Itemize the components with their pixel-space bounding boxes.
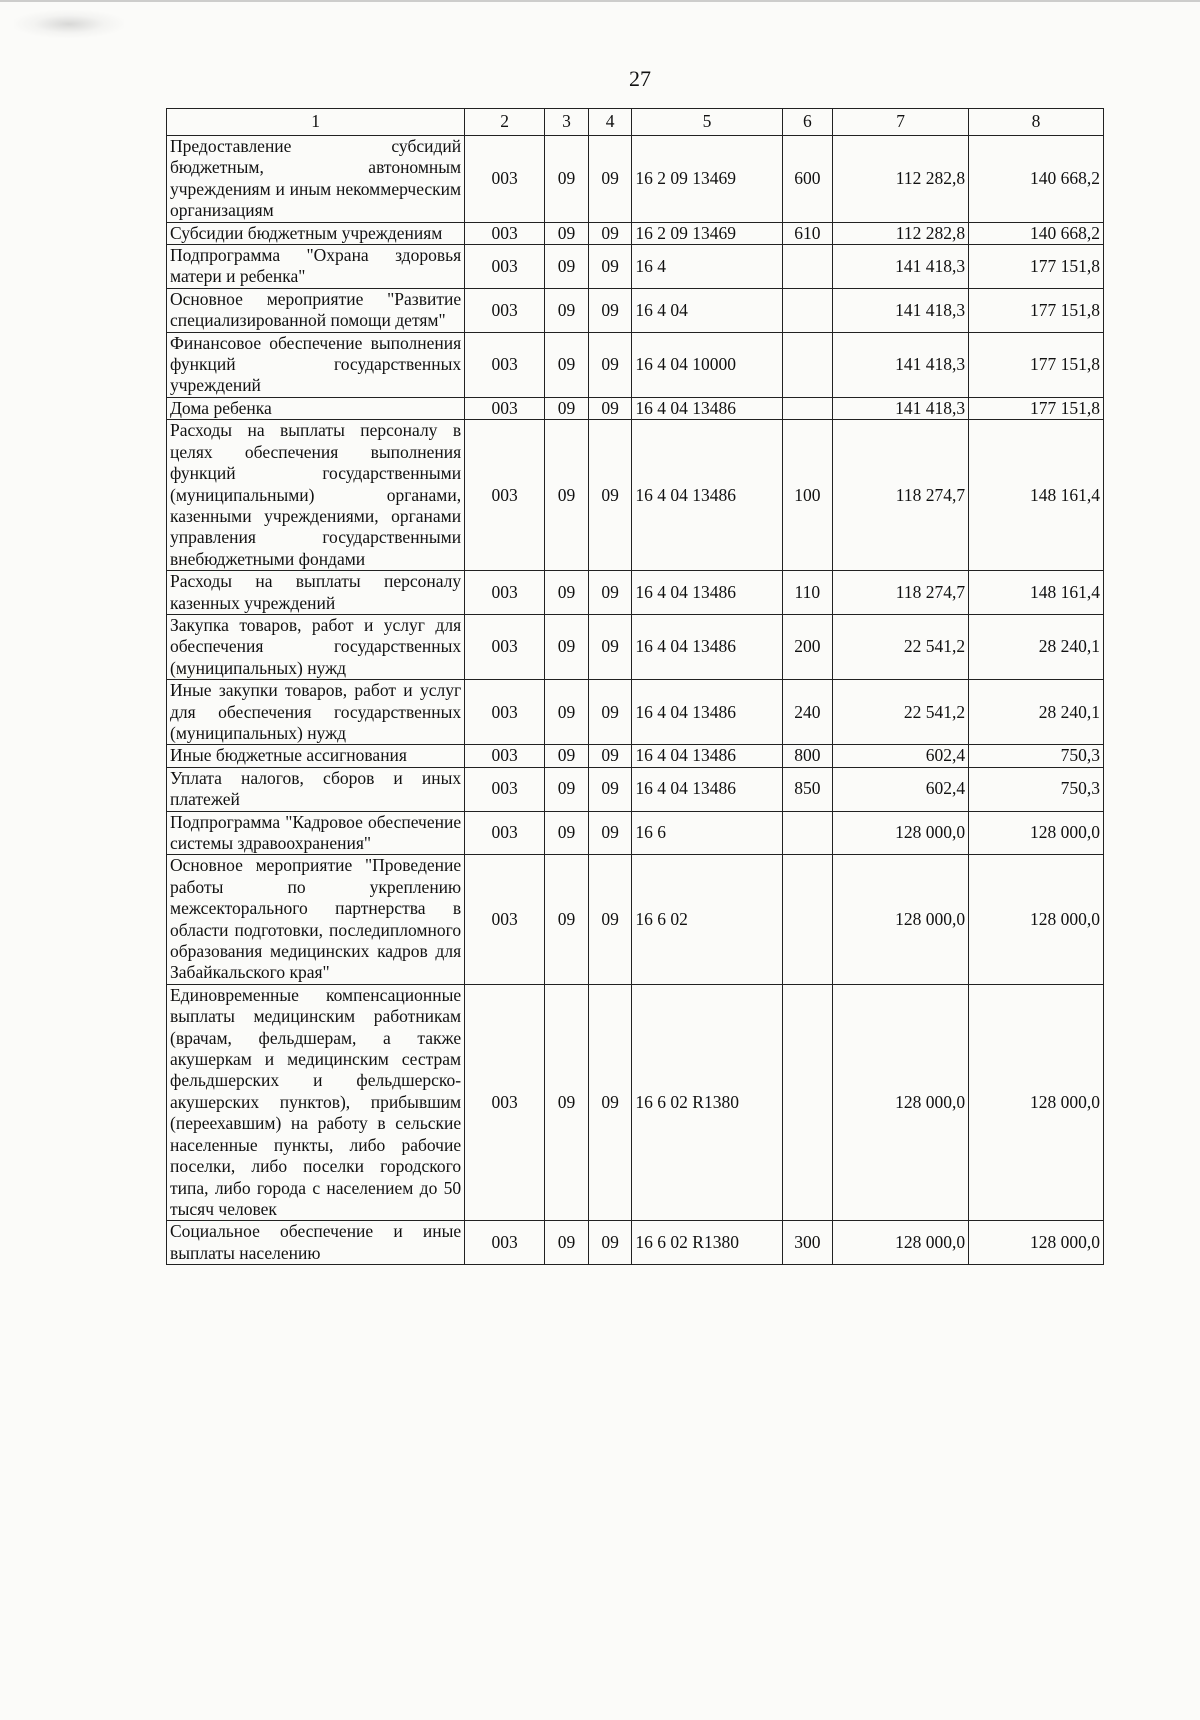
target-article-code: 16 6 02 <box>632 855 782 984</box>
section-code: 09 <box>545 614 589 679</box>
section-code: 09 <box>545 811 589 855</box>
table-row <box>167 680 1104 745</box>
table-row <box>167 136 1104 223</box>
amount-col8: 148 161,4 <box>969 571 1104 615</box>
header-cell-4: 4 <box>588 109 632 136</box>
subsection-code: 09 <box>588 288 632 332</box>
section-code: 09 <box>545 745 589 767</box>
target-article-code: 16 6 <box>632 811 782 855</box>
row-name: Расходы на выплаты персоналу в целях обеспечения выполнения функций государственными (муниципальными) органами, казенными учреждениями, органами управления государственными внебюджетными фондами <box>167 420 465 571</box>
row-name: Иные закупки товаров, работ и услуг для обеспечения государственных (муниципальных) нужд <box>167 680 465 745</box>
subsection-code: 09 <box>588 680 632 745</box>
subsection-code: 09 <box>588 984 632 1220</box>
header-cell-3: 3 <box>545 109 589 136</box>
table-row <box>167 614 1104 679</box>
amount-col7: 141 418,3 <box>833 245 969 289</box>
amount-col7: 22 541,2 <box>833 614 969 679</box>
section-code: 09 <box>545 136 589 223</box>
header-cell-8: 8 <box>969 109 1104 136</box>
row-name: Финансовое обеспечение выполнения функций государственных учреждений <box>167 332 465 397</box>
section-code: 09 <box>545 245 589 289</box>
target-article-code: 16 4 04 13486 <box>632 767 782 811</box>
amount-col7: 118 274,7 <box>833 571 969 615</box>
amount-col7: 141 418,3 <box>833 288 969 332</box>
admin-code: 003 <box>465 767 545 811</box>
section-code: 09 <box>545 397 589 419</box>
row-name: Основное мероприятие "Развитие специализированной помощи детям" <box>167 288 465 332</box>
expense-type-code: 850 <box>782 767 833 811</box>
amount-col7: 112 282,8 <box>833 222 969 244</box>
amount-col8: 148 161,4 <box>969 420 1104 571</box>
amount-col7: 602,4 <box>833 745 969 767</box>
subsection-code: 09 <box>588 1221 632 1265</box>
expense-type-code <box>782 855 833 984</box>
target-article-code: 16 4 04 13486 <box>632 680 782 745</box>
expense-type-code: 610 <box>782 222 833 244</box>
target-article-code: 16 4 04 13486 <box>632 397 782 419</box>
amount-col8: 177 151,8 <box>969 288 1104 332</box>
admin-code: 003 <box>465 571 545 615</box>
table-row <box>167 332 1104 397</box>
amount-col8: 177 151,8 <box>969 245 1104 289</box>
amount-col8: 177 151,8 <box>969 397 1104 419</box>
table-row <box>167 855 1104 984</box>
admin-code: 003 <box>465 984 545 1220</box>
row-name: Субсидии бюджетным учреждениям <box>167 222 465 244</box>
subsection-code: 09 <box>588 614 632 679</box>
section-code: 09 <box>545 984 589 1220</box>
expense-type-code <box>782 811 833 855</box>
subsection-code: 09 <box>588 745 632 767</box>
row-name: Уплата налогов, сборов и иных платежей <box>167 767 465 811</box>
expense-type-code <box>782 397 833 419</box>
expense-type-code: 300 <box>782 1221 833 1265</box>
amount-col8: 28 240,1 <box>969 680 1104 745</box>
row-name: Иные бюджетные ассигнования <box>167 745 465 767</box>
admin-code: 003 <box>465 855 545 984</box>
table-row <box>167 745 1104 767</box>
admin-code: 003 <box>465 288 545 332</box>
admin-code: 003 <box>465 397 545 419</box>
amount-col7: 141 418,3 <box>833 332 969 397</box>
expense-type-code: 110 <box>782 571 833 615</box>
table-row <box>167 1221 1104 1265</box>
expense-type-code: 240 <box>782 680 833 745</box>
expense-type-code <box>782 245 833 289</box>
section-code: 09 <box>545 1221 589 1265</box>
amount-col7: 128 000,0 <box>833 1221 969 1265</box>
target-article-code: 16 4 04 <box>632 288 782 332</box>
target-article-code: 16 2 09 13469 <box>632 136 782 223</box>
header-cell-5: 5 <box>632 109 782 136</box>
table-row <box>167 571 1104 615</box>
subsection-code: 09 <box>588 136 632 223</box>
table-row <box>167 767 1104 811</box>
target-article-code: 16 4 04 13486 <box>632 745 782 767</box>
target-article-code: 16 6 02 R1380 <box>632 984 782 1220</box>
amount-col8: 750,3 <box>969 745 1104 767</box>
row-name: Закупка товаров, работ и услуг для обеспечения государственных (муниципальных) нужд <box>167 614 465 679</box>
amount-col7: 602,4 <box>833 767 969 811</box>
row-name: Подпрограмма "Кадровое обеспечение системы здравоохранения" <box>167 811 465 855</box>
table-row <box>167 984 1104 1220</box>
amount-col7: 22 541,2 <box>833 680 969 745</box>
expense-type-code <box>782 984 833 1220</box>
expense-type-code: 200 <box>782 614 833 679</box>
scan-edge-line <box>0 0 1200 2</box>
subsection-code: 09 <box>588 767 632 811</box>
section-code: 09 <box>545 420 589 571</box>
amount-col8: 128 000,0 <box>969 1221 1104 1265</box>
table-row <box>167 288 1104 332</box>
table-row <box>167 811 1104 855</box>
budget-table <box>166 108 1104 1265</box>
target-article-code: 16 2 09 13469 <box>632 222 782 244</box>
admin-code: 003 <box>465 136 545 223</box>
target-article-code: 16 6 02 R1380 <box>632 1221 782 1265</box>
admin-code: 003 <box>465 680 545 745</box>
target-article-code: 16 4 04 10000 <box>632 332 782 397</box>
table-row <box>167 420 1104 571</box>
amount-col8: 140 668,2 <box>969 136 1104 223</box>
subsection-code: 09 <box>588 855 632 984</box>
subsection-code: 09 <box>588 397 632 419</box>
row-name: Единовременные компенсационные выплаты медицинским работникам (врачам, фельдшерам, а также акушеркам и медицинским сестрам фельдшерских и фельдшерско-акушерских пунктов), прибывшим (переехавшим) на работу в сельские населенные пункты, либо рабочие поселки, либо поселки городского типа, либо города с населением до 50 тысяч человек <box>167 984 465 1220</box>
expense-type-code: 100 <box>782 420 833 571</box>
expense-type-code: 600 <box>782 136 833 223</box>
subsection-code: 09 <box>588 420 632 571</box>
section-code: 09 <box>545 222 589 244</box>
subsection-code: 09 <box>588 571 632 615</box>
amount-col7: 128 000,0 <box>833 984 969 1220</box>
expense-type-code <box>782 332 833 397</box>
expense-type-code: 800 <box>782 745 833 767</box>
amount-col8: 28 240,1 <box>969 614 1104 679</box>
amount-col8: 140 668,2 <box>969 222 1104 244</box>
row-name: Основное мероприятие "Проведение работы по укреплению межсекторального партнерства в области подготовки, последипломного образования медицинских кадров для Забайкальского края" <box>167 855 465 984</box>
header-cell-7: 7 <box>833 109 969 136</box>
section-code: 09 <box>545 571 589 615</box>
amount-col8: 128 000,0 <box>969 811 1104 855</box>
section-code: 09 <box>545 855 589 984</box>
table-row <box>167 222 1104 244</box>
admin-code: 003 <box>465 332 545 397</box>
amount-col7: 112 282,8 <box>833 136 969 223</box>
table-row <box>167 397 1104 419</box>
amount-col8: 128 000,0 <box>969 984 1104 1220</box>
subsection-code: 09 <box>588 332 632 397</box>
admin-code: 003 <box>465 811 545 855</box>
target-article-code: 16 4 <box>632 245 782 289</box>
subsection-code: 09 <box>588 245 632 289</box>
expense-type-code <box>782 288 833 332</box>
amount-col7: 118 274,7 <box>833 420 969 571</box>
section-code: 09 <box>545 332 589 397</box>
amount-col7: 141 418,3 <box>833 397 969 419</box>
table-row <box>167 245 1104 289</box>
section-code: 09 <box>545 680 589 745</box>
header-cell-2: 2 <box>465 109 545 136</box>
admin-code: 003 <box>465 245 545 289</box>
amount-col8: 177 151,8 <box>969 332 1104 397</box>
amount-col7: 128 000,0 <box>833 811 969 855</box>
amount-col8: 750,3 <box>969 767 1104 811</box>
subsection-code: 09 <box>588 811 632 855</box>
admin-code: 003 <box>465 745 545 767</box>
amount-col8: 128 000,0 <box>969 855 1104 984</box>
section-code: 09 <box>545 288 589 332</box>
amount-col7: 128 000,0 <box>833 855 969 984</box>
target-article-code: 16 4 04 13486 <box>632 614 782 679</box>
admin-code: 003 <box>465 1221 545 1265</box>
row-name: Социальное обеспечение и иные выплаты населению <box>167 1221 465 1265</box>
header-row <box>167 109 1104 136</box>
section-code: 09 <box>545 767 589 811</box>
row-name: Предоставление субсидий бюджетным, автономным учреждениям и иным некоммерческим организациям <box>167 136 465 223</box>
scan-smudge <box>14 10 124 38</box>
target-article-code: 16 4 04 13486 <box>632 571 782 615</box>
admin-code: 003 <box>465 222 545 244</box>
header-cell-6: 6 <box>782 109 833 136</box>
row-name: Дома ребенка <box>167 397 465 419</box>
row-name: Расходы на выплаты персоналу казенных учреждений <box>167 571 465 615</box>
header-cell-1: 1 <box>167 109 465 136</box>
admin-code: 003 <box>465 614 545 679</box>
admin-code: 003 <box>465 420 545 571</box>
target-article-code: 16 4 04 13486 <box>632 420 782 571</box>
row-name: Подпрограмма "Охрана здоровья матери и ребенка" <box>167 245 465 289</box>
page-number: 27 <box>629 66 651 91</box>
subsection-code: 09 <box>588 222 632 244</box>
